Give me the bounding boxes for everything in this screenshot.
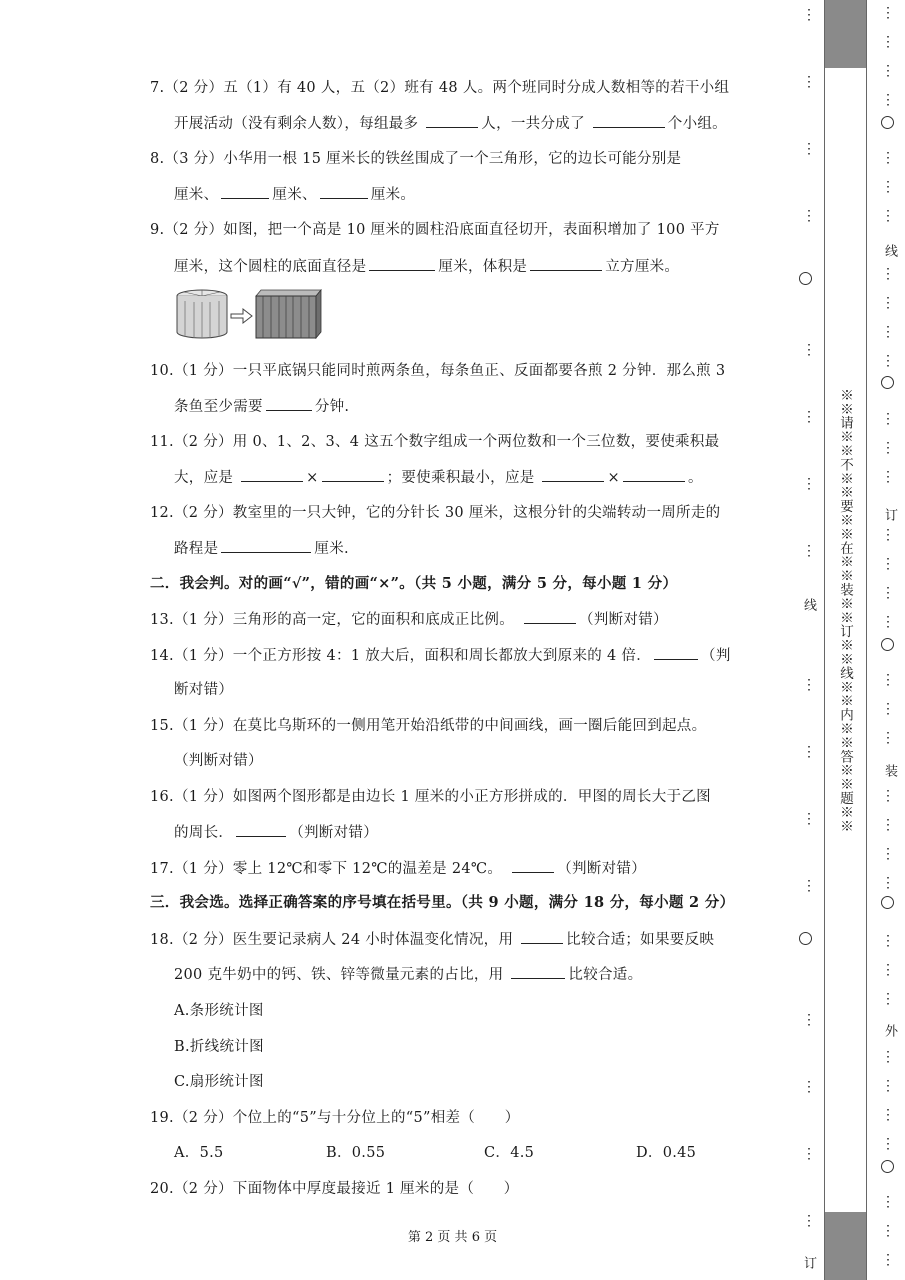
question-16-line2 [174, 822, 782, 843]
dotted-mark: ⋮ [881, 875, 895, 891]
dotted-mark: ⋮ [881, 440, 895, 456]
answer-blank[interactable] [521, 929, 563, 944]
arrow-right-icon [231, 309, 252, 323]
q19-option-c[interactable]: C．4.5 [484, 1145, 535, 1161]
binding-label-line: 线 [801, 598, 816, 611]
dotted-mark: ⋮ [881, 672, 895, 688]
q18-option-c[interactable]: C.扇形统计图 [174, 1074, 264, 1090]
q11-text-a: 大，应是 [174, 470, 239, 486]
q17-tail: （判断对错） [557, 861, 647, 877]
q11-text-c: ；要使乘积最小，应是 [386, 470, 540, 486]
q8-text-c: 厘米。 [370, 187, 416, 203]
q19-option-d[interactable]: D．0.45 [636, 1145, 697, 1161]
question-13 [150, 609, 782, 630]
q7-text: 7.（2 分）五（1）有 40 人，五（2）班有 48 人。两个班同时分成人数相等的若干小组 [150, 80, 730, 96]
dotted-mark: ⋮ [881, 730, 895, 746]
question-14-line1 [150, 645, 782, 666]
q18-option-a[interactable]: A.条形统计图 [174, 1003, 264, 1019]
q18-text-a: 18.（2 分）医生要记录病人 24 小时体温变化情况，用 [150, 932, 519, 948]
dotted-mark: ⋮ [881, 1223, 895, 1239]
section-2-heading: 二．我会判。对的画“√”，错的画“×”。（共 5 小题，满分 5 分，每小题 1 分） [150, 575, 678, 592]
q18-tail-a: 比较合适；如果要反映 [566, 932, 715, 948]
question-9-line1 [150, 220, 782, 240]
outer-label-bind: 装 [882, 764, 897, 777]
cut-slices-icon [256, 290, 321, 338]
answer-blank[interactable] [654, 645, 698, 660]
question-17 [150, 858, 782, 879]
answer-blank[interactable] [221, 184, 269, 199]
binding-hole-icon [799, 272, 812, 285]
page-footer: 第 2 页 共 6 页 [407, 1230, 498, 1245]
outer-dotted-column [866, 0, 905, 1280]
question-10-line1 [150, 361, 782, 381]
answer-blank[interactable] [593, 113, 665, 128]
dotted-mark: ⋮ [881, 34, 895, 50]
margin-border-left [824, 0, 825, 1280]
question-10-line2 [174, 396, 782, 417]
question-12-line1 [150, 503, 782, 523]
dotted-mark: ⋮ [802, 208, 816, 224]
dotted-mark: ⋮ [802, 744, 816, 760]
dotted-mark: ⋮ [881, 1107, 895, 1123]
dotted-mark: ⋮ [881, 962, 895, 978]
q14-text: 14.（1 分）一个正方形按 4：1 放大后，面积和周长都放大到原来的 4 倍． [150, 648, 652, 664]
dotted-mark: ⋮ [881, 614, 895, 630]
q16-text-b: 的周长． [174, 825, 234, 841]
question-18-line1 [150, 929, 782, 950]
answer-blank[interactable] [530, 256, 602, 271]
q16-tail: （判断对错） [289, 825, 379, 841]
dotted-mark: ⋮ [881, 92, 895, 108]
dotted-mark: ⋮ [881, 701, 895, 717]
q7-text-b: 人，一共分成了 [481, 116, 590, 132]
dotted-mark: ⋮ [881, 295, 895, 311]
q10-text-b: 分钟. [314, 399, 350, 415]
answer-blank[interactable] [511, 964, 565, 979]
dotted-mark: ⋮ [802, 1079, 816, 1095]
q9-text: 9.（2 分）如图，把一个高是 10 厘米的圆柱沿底面直径切开，表面积增加了 100 平方 [150, 222, 720, 238]
dotted-mark: ⋮ [802, 74, 816, 90]
margin-top-bar [824, 0, 866, 68]
question-15-line2: （判断对错） [174, 753, 263, 769]
answer-blank[interactable] [623, 467, 685, 482]
q11-text-e: 。 [687, 470, 703, 486]
q7-text-a: 开展活动（没有剩余人数），每组最多 [174, 116, 424, 132]
dotted-mark: ⋮ [881, 353, 895, 369]
q10-text: 10.（1 分）一只平底锅只能同时煎两条鱼，每条鱼正、反面都要各煎 2 分钟．那么煎 3 [150, 363, 726, 379]
dotted-mark: ⋮ [881, 324, 895, 340]
inner-dotted-column [782, 0, 824, 1280]
question-7-line1 [150, 78, 782, 98]
q12-text-a: 路程是 [174, 541, 219, 557]
question-8-line2 [174, 184, 782, 205]
dotted-mark: ⋮ [881, 1049, 895, 1065]
dotted-mark: ⋮ [881, 788, 895, 804]
q9-text-a: 厘米，这个圆柱的底面直径是 [174, 259, 367, 275]
question-18-line2 [174, 964, 782, 985]
dotted-mark: ⋮ [881, 179, 895, 195]
dotted-mark: ⋮ [881, 846, 895, 862]
binding-hole-icon [881, 1160, 894, 1173]
binding-hole-icon [799, 932, 812, 945]
dotted-mark: ⋮ [881, 817, 895, 833]
q19-option-b[interactable]: B．0.55 [326, 1145, 386, 1161]
question-7-line2 [174, 113, 782, 134]
dotted-mark: ⋮ [802, 878, 816, 894]
q12-text-b: 厘米. [314, 541, 349, 557]
q8-text-a: 厘米、 [174, 187, 219, 203]
question-8-line1 [150, 149, 782, 169]
question-15-line1: 15.（1 分）在莫比乌斯环的一侧用笔开始沿纸带的中间画线，画一圈后能回到起点。 [150, 718, 707, 734]
dotted-mark: ⋮ [881, 208, 895, 224]
q8-text-b: 厘米、 [272, 187, 317, 203]
dotted-mark: ⋮ [802, 677, 816, 693]
answer-blank[interactable] [221, 538, 311, 553]
q18-tail-b: 比较合适。 [568, 967, 643, 983]
dotted-mark: ⋮ [802, 1213, 816, 1229]
dotted-mark: ⋮ [802, 811, 816, 827]
answer-blank[interactable] [266, 396, 312, 411]
question-14-line2: 断对错） [174, 682, 234, 698]
dotted-mark: ⋮ [802, 1012, 816, 1028]
q11-text: 11.（2 分）用 0、1、2、3、4 这五个数字组成一个两位数和一个三位数，要使乘积最 [150, 434, 720, 450]
q12-text: 12.（2 分）教室里的一只大钟，它的分针长 30 厘米，这根分针的尖端转动一周所走的 [150, 505, 721, 521]
dotted-mark: ⋮ [881, 1136, 895, 1152]
margin-bottom-bar [824, 1212, 866, 1280]
q19-option-a[interactable]: A．5.5 [174, 1145, 224, 1161]
dotted-mark: ⋮ [881, 266, 895, 282]
outer-label-outside: 外 [882, 1024, 897, 1037]
answer-blank[interactable] [320, 184, 368, 199]
answer-blank[interactable] [369, 256, 435, 271]
no-answer-notice: ※※请※※不※※要※※在※※装※※订※※线※※内※※答※※题※※ [837, 388, 853, 833]
dotted-mark: ⋮ [881, 1194, 895, 1210]
outer-label-line: 线 [882, 244, 897, 257]
q13-text: 13.（1 分）三角形的高一定，它的面积和底成正比例。 [150, 612, 514, 628]
dotted-mark: ⋮ [802, 342, 816, 358]
q18-option-b[interactable]: B.折线统计图 [174, 1039, 264, 1055]
q10-text-a: 条鱼至少需要 [174, 399, 263, 415]
binding-hole-icon [881, 116, 894, 129]
section-3-heading: 三．我会选。选择正确答案的序号填在括号里。（共 9 小题，满分 18 分，每小题 2 分） [150, 894, 735, 911]
dotted-mark: ⋮ [881, 991, 895, 1007]
dotted-mark: ⋮ [802, 141, 816, 157]
q18-text-b: 200 克牛奶中的钙、铁、锌等微量元素的占比，用 [174, 967, 509, 983]
dotted-mark: ⋮ [881, 150, 895, 166]
dotted-mark: ⋮ [881, 527, 895, 543]
dotted-mark: ⋮ [881, 556, 895, 572]
q14-tail: （判 [701, 648, 731, 664]
dotted-mark: ⋮ [802, 476, 816, 492]
dotted-mark: ⋮ [881, 63, 895, 79]
q11-times-1: × [306, 470, 319, 486]
answer-blank[interactable] [512, 858, 554, 873]
question-16-line1: 16.（1 分）如图两个图形都是由边长 1 厘米的小正方形拼成的．甲图的周长大于乙图 [150, 789, 711, 805]
q8-text: 8.（3 分）小华用一根 15 厘米长的铁丝围成了一个三角形，它的边长可能分别是 [150, 151, 682, 167]
answer-blank[interactable] [542, 467, 604, 482]
dotted-mark: ⋮ [881, 5, 895, 21]
q11-times-2: × [607, 470, 620, 486]
answer-blank[interactable] [322, 467, 384, 482]
answer-blank[interactable] [236, 822, 286, 837]
q13-tail: （判断对错） [579, 612, 668, 628]
question-11-line1 [150, 432, 782, 452]
question-11-line2 [174, 467, 782, 488]
dotted-mark: ⋮ [881, 1078, 895, 1094]
dotted-mark: ⋮ [881, 1252, 895, 1268]
dotted-mark: ⋮ [802, 543, 816, 559]
dotted-mark: ⋮ [802, 1146, 816, 1162]
answer-blank[interactable] [426, 113, 478, 128]
cylinder-cut-figure [175, 288, 325, 340]
answer-blank[interactable] [524, 609, 576, 624]
question-20: 20.（2 分）下面物体中厚度最接近 1 厘米的是（ ） [150, 1181, 519, 1197]
q9-text-b: 厘米，体积是 [438, 259, 528, 275]
binding-hole-icon [881, 896, 894, 909]
dotted-mark: ⋮ [881, 411, 895, 427]
q17-text: 17.（1 分）零上 12℃和零下 12℃的温差是 24℃。 [150, 861, 503, 877]
question-9-line2 [174, 256, 782, 277]
question-12-line2 [174, 538, 782, 559]
dotted-mark: ⋮ [881, 469, 895, 485]
binding-hole-icon [881, 376, 894, 389]
cylinder-icon [177, 290, 227, 338]
q7-text-c: 个小组。 [667, 116, 727, 132]
outer-label-order: 订 [882, 508, 897, 521]
dotted-mark: ⋮ [802, 409, 816, 425]
question-19: 19.（2 分）个位上的“5”与十分位上的“5”相差（ ） [150, 1110, 520, 1126]
q9-text-c: 立方厘米。 [605, 259, 680, 275]
binding-label-order: 订 [801, 1256, 816, 1269]
binding-hole-icon [881, 638, 894, 651]
dotted-mark: ⋮ [802, 7, 816, 23]
dotted-mark: ⋮ [881, 585, 895, 601]
dotted-mark: ⋮ [881, 933, 895, 949]
answer-blank[interactable] [241, 467, 303, 482]
